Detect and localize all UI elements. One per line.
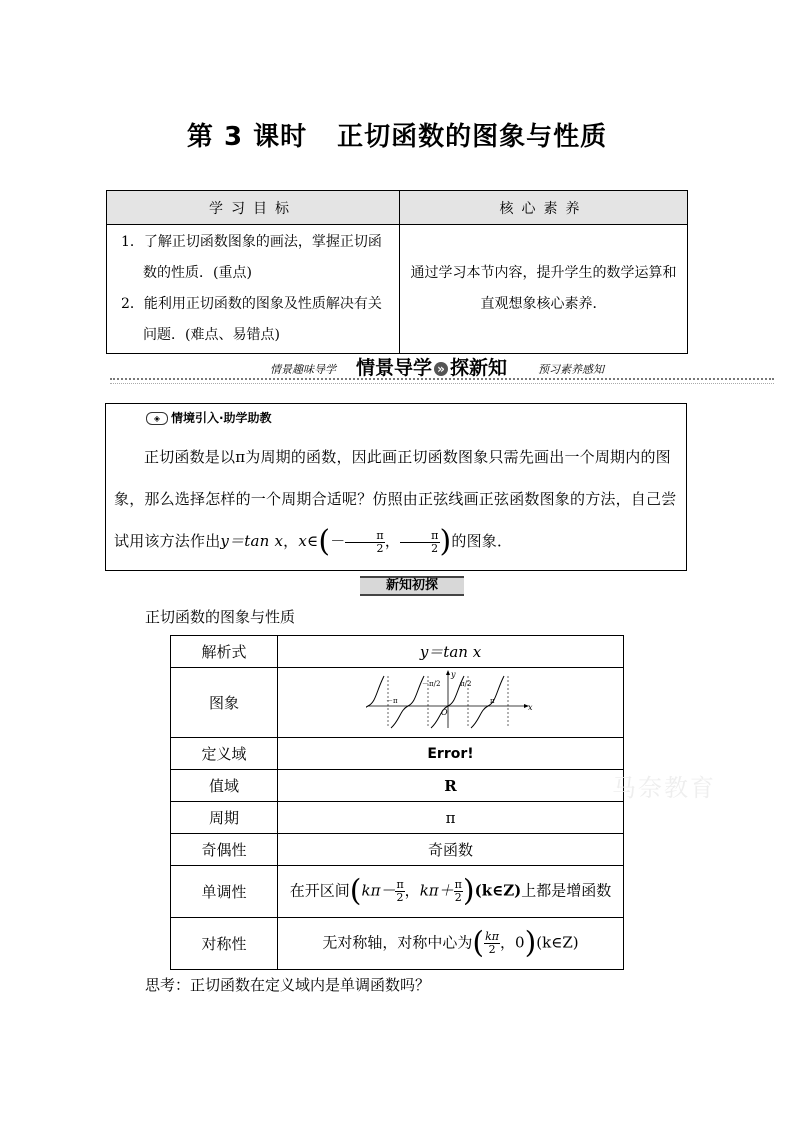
frac-den: 2 <box>396 891 404 904</box>
prop-key: 定义域 <box>171 738 278 770</box>
open-paren-icon: ( <box>318 524 331 559</box>
sym-zero: ，0 <box>500 933 525 952</box>
scene-icon: ◈ <box>146 412 168 425</box>
origin-label: O <box>440 707 448 717</box>
tick-label: －π/2 <box>421 679 440 688</box>
frac-num: kπ <box>485 930 500 943</box>
close-paren-icon: ) <box>439 524 452 559</box>
properties-table <box>170 635 624 970</box>
tick-label: π/2 <box>459 679 471 688</box>
section-heading: 正切函数的图象与性质 <box>145 608 296 626</box>
sym-prefix: 无对称轴，对称中心为 <box>322 933 473 952</box>
x-axis-label: x <box>527 702 533 712</box>
prop-value-formula: y＝tan x <box>278 636 624 668</box>
thinking-question: 思考：正切函数在定义域内是单调函数吗？ <box>145 976 431 994</box>
intro-sep: ， <box>283 532 299 550</box>
fraction <box>454 879 463 904</box>
prop-value-graph <box>278 668 624 738</box>
banner-main-b: 探新知 <box>450 357 508 379</box>
banner-right-text: 预习素养感知 <box>538 363 604 376</box>
mono-left: kπ－ <box>361 881 396 900</box>
prop-key: 单调性 <box>171 866 278 918</box>
core-cell: 通过学习本节内容，提升学生的数学运算和直观想象核心素养． <box>400 225 688 354</box>
tick-label: －π <box>385 696 398 705</box>
watermark: 马奈教育 <box>612 774 716 802</box>
prop-key: 奇偶性 <box>171 834 278 866</box>
sym-kz: (k∈Z) <box>536 933 579 952</box>
title-topic: 正切函数的图象与性质 <box>337 122 608 152</box>
intro-neg: － <box>330 532 346 550</box>
prop-value-range: R <box>278 770 624 802</box>
mono-comma: ， <box>404 881 420 900</box>
mono-kz: (k∈Z) <box>474 881 522 900</box>
intro-box <box>105 403 687 571</box>
intro-paragraph <box>114 436 678 562</box>
goals-cell <box>107 225 400 354</box>
frac-num: π <box>396 878 404 891</box>
goals-table <box>106 190 688 354</box>
tick-label: π <box>489 696 495 705</box>
intro-label <box>146 409 272 426</box>
prop-key: 对称性 <box>171 918 278 970</box>
fraction <box>484 931 500 956</box>
tan-branch <box>366 676 384 728</box>
mono-right: kπ＋ <box>419 881 454 900</box>
frac-den: 2 <box>431 541 439 555</box>
mono-suffix: 上都是增函数 <box>521 881 612 900</box>
page-title <box>0 116 794 153</box>
section-banner <box>110 353 774 385</box>
frac-num: π <box>345 530 384 543</box>
intro-comma: ， <box>384 532 401 550</box>
prop-value-parity: 奇函数 <box>278 834 624 866</box>
fraction <box>395 879 404 904</box>
open-paren-icon: ( <box>472 925 485 961</box>
intro-text-end: 的图象． <box>451 532 513 550</box>
prop-value-domain: Error! <box>278 738 624 770</box>
frac-num: π <box>400 530 439 543</box>
core-header: 核心素养 <box>400 191 688 225</box>
frac-den: 2 <box>376 541 384 555</box>
tan-graph <box>366 670 536 732</box>
title-lesson: 第 3 课时 <box>186 122 308 152</box>
arrow-icon: » <box>434 362 448 376</box>
mono-prefix: 在开区间 <box>289 881 350 900</box>
goals-header: 学习目标 <box>107 191 400 225</box>
banner-main-text <box>356 353 507 380</box>
banner-left-text: 情景趣味导学 <box>270 363 336 376</box>
prop-key: 周期 <box>171 802 278 834</box>
open-paren-icon: ( <box>349 873 362 909</box>
sub-banner: 新知初探 <box>360 576 464 596</box>
frac-den: 2 <box>454 891 462 904</box>
intro-x-in: x∈ <box>298 532 319 550</box>
intro-text: 正切函数是以π为周期的函数，因此画正切函数图象只需先画出一个周期内的图象，那么选择怎样的一个周期合适呢？仿照由正弦线画正弦函数图象的方法，自己尝试用该方法作出 <box>114 448 677 550</box>
close-paren-icon: ) <box>524 925 537 961</box>
frac-den: 2 <box>488 943 496 956</box>
intro-func: y＝tan x <box>220 532 284 550</box>
fraction <box>400 530 439 555</box>
prop-key: 解析式 <box>171 636 278 668</box>
fraction <box>345 530 384 555</box>
goal-item: 1．了解正切函数图象的画法，掌握正切函数的性质．(重点) <box>121 234 382 281</box>
prop-key: 值域 <box>171 770 278 802</box>
prop-key: 图象 <box>171 668 278 738</box>
goal-item: 2．能利用正切函数的图象及性质解决有关问题．(难点、易错点) <box>121 296 382 343</box>
intro-label-text: 情境引入·助学助教 <box>171 411 272 425</box>
prop-value-period: π <box>278 802 624 834</box>
frac-num: π <box>454 878 462 891</box>
tan-branch <box>471 676 504 728</box>
prop-value-monotonic <box>278 866 624 918</box>
y-axis-label: y <box>450 669 456 679</box>
y-axis-arrow-icon <box>446 670 450 675</box>
close-paren-icon: ) <box>462 873 475 909</box>
banner-main-a: 情景导学 <box>356 357 433 379</box>
prop-value-symmetry <box>278 918 624 970</box>
